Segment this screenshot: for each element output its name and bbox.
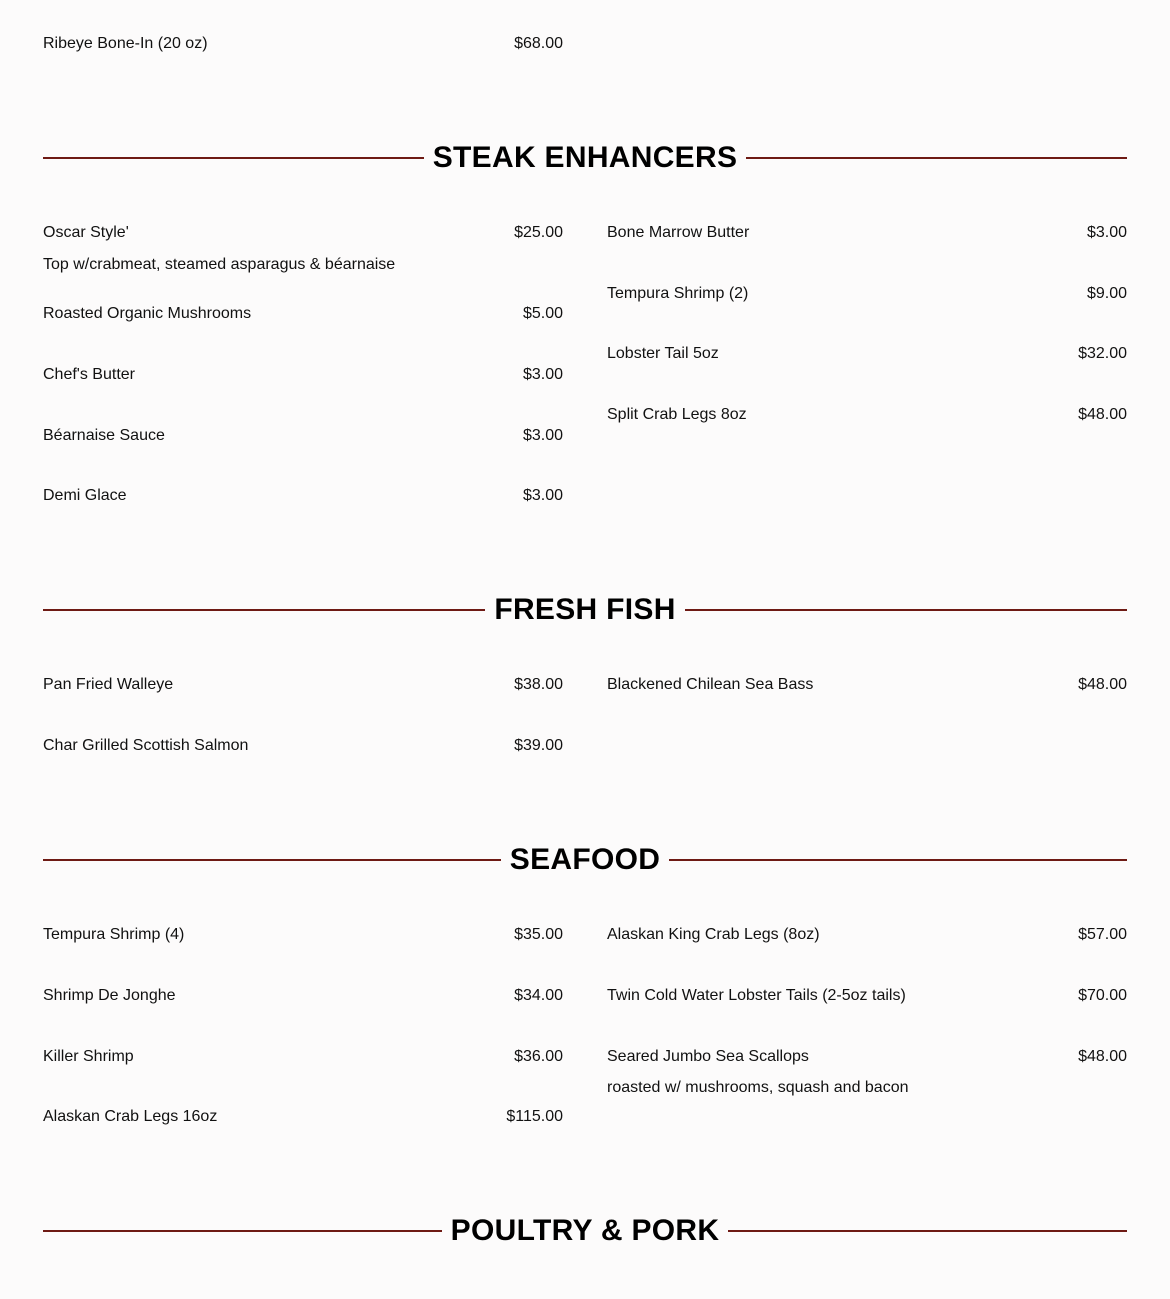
section-heading-seafood <box>43 840 1127 880</box>
section-title: SEAFOOD <box>509 843 661 876</box>
item-price: $3.00 <box>522 427 563 444</box>
item-name: Alaskan King Crab Legs (8oz) <box>607 926 820 943</box>
item-price: $32.00 <box>1078 345 1127 362</box>
item-price: $5.00 <box>522 305 563 322</box>
item-name: Blackened Chilean Sea Bass <box>607 676 814 693</box>
divider-line <box>728 1230 1127 1232</box>
menu-item <box>607 284 1127 304</box>
divider-line <box>746 157 1127 159</box>
item-name: Char Grilled Scottish Salmon <box>43 737 249 754</box>
item-price: $57.00 <box>1078 926 1127 943</box>
item-price: $68.00 <box>514 35 563 52</box>
item-name: Alaskan Crab Legs 16oz <box>43 1108 218 1125</box>
item-name: Demi Glace <box>43 487 127 504</box>
item-name: Shrimp De Jonghe <box>43 987 176 1004</box>
menu-item <box>607 405 1127 425</box>
item-price: $3.00 <box>1086 224 1127 241</box>
item-price: $3.00 <box>522 366 563 383</box>
item-price: $48.00 <box>1078 1048 1127 1065</box>
menu-item <box>43 675 563 695</box>
item-price: $48.00 <box>1078 406 1127 423</box>
menu-item <box>43 925 563 945</box>
menu-item-ribeye <box>43 34 563 54</box>
menu-item <box>607 925 1127 945</box>
divider-line <box>43 157 424 159</box>
item-name: Split Crab Legs 8oz <box>607 406 747 423</box>
item-name: Bone Marrow Butter <box>607 224 750 241</box>
divider-line <box>669 859 1127 861</box>
menu-item <box>607 223 1127 243</box>
section-title: STEAK ENHANCERS <box>432 141 738 174</box>
menu-item <box>43 986 563 1006</box>
menu-item <box>607 675 1127 695</box>
section-title: FRESH FISH <box>494 593 676 626</box>
item-price: $70.00 <box>1078 987 1127 1004</box>
divider-line <box>685 609 1127 611</box>
item-name: Béarnaise Sauce <box>43 427 165 444</box>
item-price: $25.00 <box>514 224 563 241</box>
item-name: Tempura Shrimp (4) <box>43 926 185 943</box>
item-price: $48.00 <box>1078 676 1127 693</box>
menu-item <box>43 223 563 243</box>
divider-line <box>43 609 485 611</box>
menu-item <box>43 1107 563 1127</box>
menu-item <box>607 344 1127 364</box>
menu-item <box>43 304 563 324</box>
item-price: $39.00 <box>514 737 563 754</box>
section-heading-fresh-fish <box>43 590 1127 630</box>
divider-line <box>43 859 501 861</box>
menu-item <box>43 486 563 506</box>
item-name: Tempura Shrimp (2) <box>607 285 749 302</box>
item-price: $9.00 <box>1086 285 1127 302</box>
item-price: $36.00 <box>514 1048 563 1065</box>
item-name: Seared Jumbo Sea Scallops <box>607 1048 809 1065</box>
section-heading-poultry-pork <box>43 1211 1127 1251</box>
item-name: Oscar Style' <box>43 224 129 241</box>
divider-line <box>43 1230 442 1232</box>
item-price: $115.00 <box>506 1108 563 1125</box>
menu-item <box>43 365 563 385</box>
section-heading-steak-enhancers <box>43 138 1127 178</box>
item-name: Twin Cold Water Lobster Tails (2-5oz tails) <box>607 987 906 1004</box>
menu-item <box>43 426 563 446</box>
item-name: Chef's Butter <box>43 366 135 383</box>
item-name: Killer Shrimp <box>43 1048 134 1065</box>
menu-item <box>607 1047 1127 1067</box>
item-name: Pan Fried Walleye <box>43 676 174 693</box>
section-title: POULTRY & PORK <box>450 1214 720 1247</box>
item-description: roasted w/ mushrooms, squash and bacon <box>607 1079 909 1096</box>
item-price: $35.00 <box>514 926 563 943</box>
item-name: Roasted Organic Mushrooms <box>43 305 252 322</box>
item-description: Top w/crabmeat, steamed asparagus & béarnaise <box>43 256 396 273</box>
menu-item <box>43 736 563 756</box>
item-name: Lobster Tail 5oz <box>607 345 719 362</box>
item-price: $34.00 <box>514 987 563 1004</box>
item-price: $3.00 <box>522 487 563 504</box>
menu-item <box>607 986 1127 1006</box>
item-price: $38.00 <box>514 676 563 693</box>
menu-item <box>43 1047 563 1067</box>
item-name: Ribeye Bone-In (20 oz) <box>43 35 208 52</box>
